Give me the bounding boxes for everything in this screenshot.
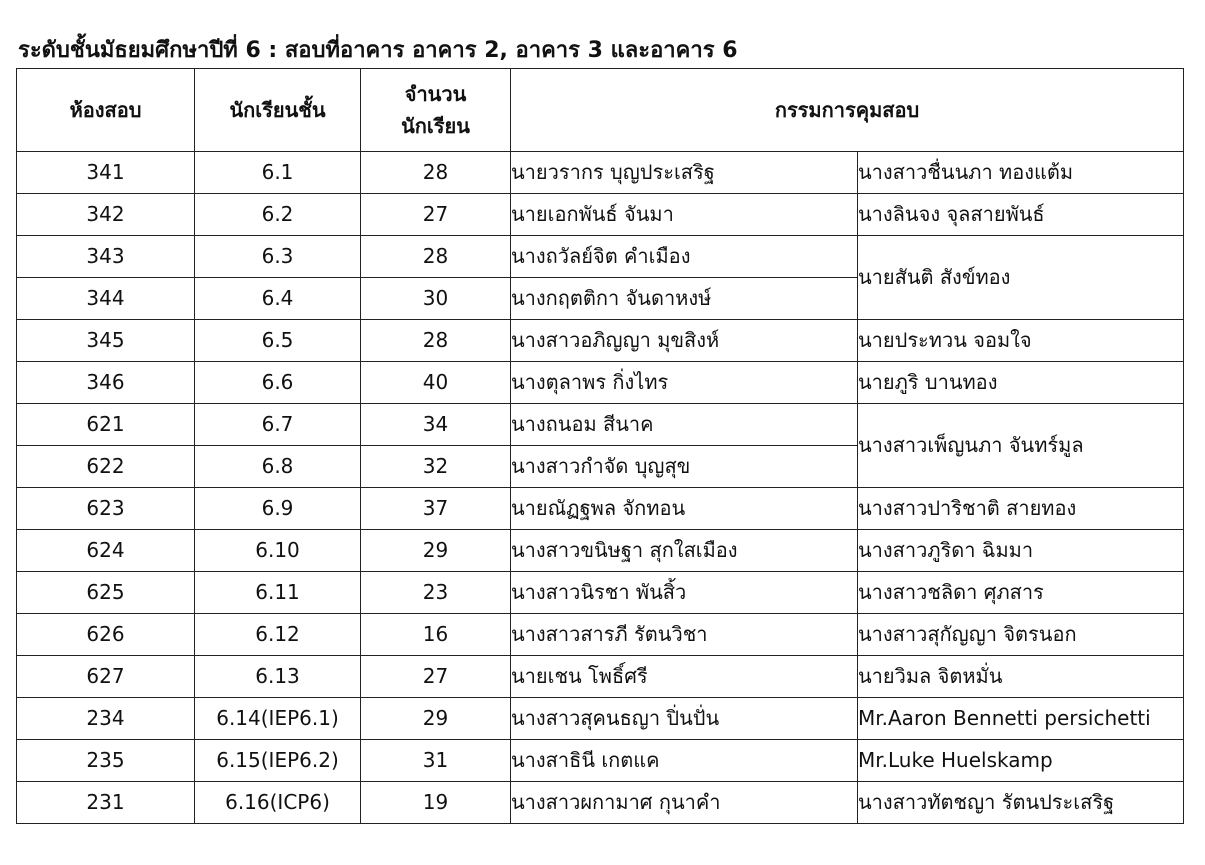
class-cell: 6.11 <box>195 572 361 614</box>
proctor1-cell: นางสาวสารภี รัตนวิชา <box>511 614 858 656</box>
proctor1-cell: นายณัฏฐพล จักทอน <box>511 488 858 530</box>
proctor1-cell: นางสาวสุคนธญา ปิ่นปั่น <box>511 698 858 740</box>
room-cell: 345 <box>17 320 195 362</box>
table-row <box>17 194 1184 236</box>
proctor1-cell: นางถวัลย์จิต คำเมือง <box>511 236 858 278</box>
proctor2-cell: Mr.Aaron Bennetti persichetti <box>858 698 1184 740</box>
count-cell: 23 <box>361 572 511 614</box>
table-row <box>17 320 1184 362</box>
proctor2-cell: นางสาวชื่นนภา ทองแต้ม <box>858 152 1184 194</box>
proctor1-cell: นางสาวนิรชา พันสิ้ว <box>511 572 858 614</box>
count-cell: 34 <box>361 404 511 446</box>
proctor2-cell: นางสาวทัตชญา รัตนประเสริฐ <box>858 782 1184 824</box>
proctor2-cell: นายภูริ บานทอง <box>858 362 1184 404</box>
proctor2-cell: นางสาวภูริดา ฉิมมา <box>858 530 1184 572</box>
table-row <box>17 530 1184 572</box>
room-cell: 346 <box>17 362 195 404</box>
table-row <box>17 740 1184 782</box>
room-cell: 231 <box>17 782 195 824</box>
table-row <box>17 488 1184 530</box>
header-room: ห้องสอบ <box>17 69 195 152</box>
exam-proctor-table <box>16 68 1184 824</box>
proctor2-cell-merged: นายสันติ สังข์ทอง <box>858 236 1184 320</box>
class-cell: 6.4 <box>195 278 361 320</box>
proctor2-cell: นางลินจง จุลสายพันธ์ <box>858 194 1184 236</box>
class-cell: 6.1 <box>195 152 361 194</box>
header-proctors: กรรมการคุมสอบ <box>511 69 1184 152</box>
header-count <box>361 69 511 152</box>
table-row <box>17 782 1184 824</box>
room-cell: 627 <box>17 656 195 698</box>
room-cell: 234 <box>17 698 195 740</box>
proctor1-cell: นางถนอม สีนาค <box>511 404 858 446</box>
count-cell: 28 <box>361 236 511 278</box>
proctor1-cell: นายเอกพันธ์ จันมา <box>511 194 858 236</box>
class-cell: 6.15(IEP6.2) <box>195 740 361 782</box>
proctor2-cell: Mr.Luke Huelskamp <box>858 740 1184 782</box>
table-row <box>17 614 1184 656</box>
class-cell: 6.2 <box>195 194 361 236</box>
table-row <box>17 572 1184 614</box>
count-cell: 31 <box>361 740 511 782</box>
count-cell: 32 <box>361 446 511 488</box>
class-cell: 6.13 <box>195 656 361 698</box>
class-cell: 6.7 <box>195 404 361 446</box>
room-cell: 626 <box>17 614 195 656</box>
table-row <box>17 656 1184 698</box>
proctor1-cell: นายวรากร บุญประเสริฐ <box>511 152 858 194</box>
table-row <box>17 698 1184 740</box>
count-cell: 27 <box>361 194 511 236</box>
room-cell: 344 <box>17 278 195 320</box>
proctor1-cell: นางกฤตติกา จันดาหงษ์ <box>511 278 858 320</box>
proctor2-cell-merged: นางสาวเพ็ญนภา จันทร์มูล <box>858 404 1184 488</box>
proctor2-cell: นางสาวชลิดา ศุภสาร <box>858 572 1184 614</box>
proctor1-cell: นางสาวขนิษฐา สุกใสเมือง <box>511 530 858 572</box>
room-cell: 623 <box>17 488 195 530</box>
proctor2-cell: นายประทวน จอมใจ <box>858 320 1184 362</box>
count-cell: 27 <box>361 656 511 698</box>
proctor1-cell: นายเชน โพธิ์ศรี <box>511 656 858 698</box>
room-cell: 624 <box>17 530 195 572</box>
room-cell: 235 <box>17 740 195 782</box>
class-cell: 6.6 <box>195 362 361 404</box>
room-cell: 343 <box>17 236 195 278</box>
proctor1-cell: นางสาวกำจัด บุญสุข <box>511 446 858 488</box>
class-cell: 6.3 <box>195 236 361 278</box>
class-cell: 6.5 <box>195 320 361 362</box>
header-count-line2: นักเรียน <box>401 114 470 138</box>
class-cell: 6.14(IEP6.1) <box>195 698 361 740</box>
class-cell: 6.10 <box>195 530 361 572</box>
table-row <box>17 236 1184 278</box>
proctor2-cell: นายวิมล จิตหมั่น <box>858 656 1184 698</box>
class-cell: 6.9 <box>195 488 361 530</box>
count-cell: 16 <box>361 614 511 656</box>
proctor2-cell: นางสาวปาริชาติ สายทอง <box>858 488 1184 530</box>
table-row <box>17 362 1184 404</box>
room-cell: 621 <box>17 404 195 446</box>
proctor1-cell: นางสาวผกามาศ กุนาคำ <box>511 782 858 824</box>
count-cell: 29 <box>361 698 511 740</box>
room-cell: 625 <box>17 572 195 614</box>
table-row <box>17 152 1184 194</box>
room-cell: 341 <box>17 152 195 194</box>
class-cell: 6.12 <box>195 614 361 656</box>
class-cell: 6.8 <box>195 446 361 488</box>
room-cell: 622 <box>17 446 195 488</box>
proctor2-cell: นางสาวสุกัญญา จิตรนอก <box>858 614 1184 656</box>
page-title: ระดับชั้นมัธยมศึกษาปีที่ 6 : สอบที่อาคาร อาคาร 2, อาคาร 3 และอาคาร 6 <box>18 38 738 63</box>
count-cell: 40 <box>361 362 511 404</box>
class-cell: 6.16(ICP6) <box>195 782 361 824</box>
header-class: นักเรียนชั้น <box>195 69 361 152</box>
count-cell: 19 <box>361 782 511 824</box>
proctor1-cell: นางสาธินี เกตแค <box>511 740 858 782</box>
table-header-row <box>17 69 1184 152</box>
proctor1-cell: นางตุลาพร กิ่งไทร <box>511 362 858 404</box>
count-cell: 28 <box>361 320 511 362</box>
count-cell: 37 <box>361 488 511 530</box>
header-count-line1: จำนวน <box>404 82 467 106</box>
count-cell: 28 <box>361 152 511 194</box>
table-row <box>17 404 1184 446</box>
proctor1-cell: นางสาวอภิญญา มุขสิงห์ <box>511 320 858 362</box>
count-cell: 29 <box>361 530 511 572</box>
room-cell: 342 <box>17 194 195 236</box>
count-cell: 30 <box>361 278 511 320</box>
